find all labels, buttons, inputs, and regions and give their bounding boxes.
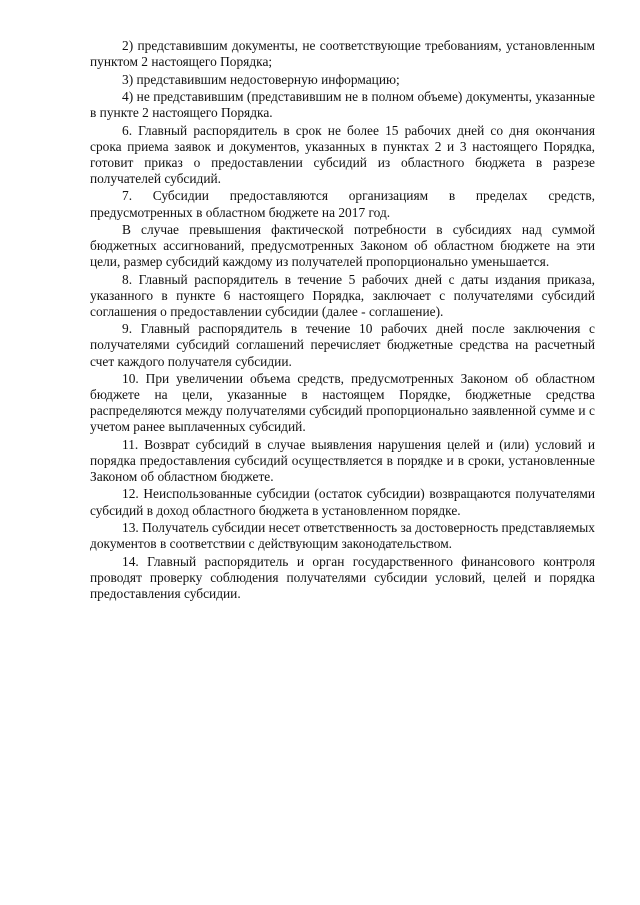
paragraph-7-continuation: В случае превышения фактической потребности в субсидиях над суммой бюджетных ассигнований, предусмотренных Законом об областном бюджете на эти цели, размер субсидий каждому из получателей пропорционально уменьшается. — [90, 221, 595, 270]
paragraph-item-4: 4) не представившим (представившим не в полном объеме) документы, указанные в пункте 2 настоящего Порядка. — [90, 89, 595, 121]
paragraph-9: 9. Главный распорядитель в течение 10 рабочих дней после заключения с получателями субсидий соглашений перечисляет бюджетные средства на расчетный счет каждого получателя субсидии. — [90, 321, 595, 369]
document-body — [90, 38, 595, 603]
paragraph-10: 10. При увеличении объема средств, предусмотренных Законом об областном бюджете на цели, указанные в настоящем Порядке, бюджетные средства распределяются между получателями субсидий пропорционально заявленной сумме и с учетом ранее выплаченных субсидий. — [90, 371, 595, 435]
paragraph-12: 12. Неиспользованные субсидии (остаток субсидии) возвращаются получателями субсидий в доход областного бюджета в установленном порядке. — [90, 486, 595, 518]
paragraph-14: 14. Главный распорядитель и орган государственного финансового контроля проводят проверку соблюдения получателями субсидии условий, целей и порядка предоставления субсидии. — [90, 553, 595, 601]
paragraph-13: 13. Получатель субсидии несет ответственность за достоверность представляемых документов в соответствии с действующим законодательством. — [90, 520, 595, 552]
paragraph-item-2: 2) представившим документы, не соответствующие требованиям, установленным пунктом 2 настоящего Порядка; — [90, 38, 595, 70]
paragraph-item-3: 3) представившим недостоверную информацию; — [122, 71, 400, 87]
paragraph-11: 11. Возврат субсидий в случае выявления нарушения целей и (или) условий и порядка предоставления субсидий осуществляется в порядке и в сроки, установленные Законом об областном бюджете. — [90, 436, 595, 484]
paragraph-7: 7. Субсидии предоставляются организациям в пределах средств, предусмотренных в областном бюджете на 2017 год. — [90, 188, 595, 220]
paragraph-8: 8. Главный распорядитель в течение 5 рабочих дней с даты издания приказа, указанного в пункте 6 настоящего Порядка, заключает с получателями субсидий соглашения о предоставлении субсидии (далее - соглашение). — [90, 271, 595, 319]
paragraph-6: 6. Главный распорядитель в срок не более 15 рабочих дней со дня окончания срока приема заявок и документов, указанных в пунктах 2 и 3 настоящего Порядка, готовит приказ о предоставлении субсидий из областного бюджета в разрезе получателей субсидий. — [90, 122, 595, 186]
